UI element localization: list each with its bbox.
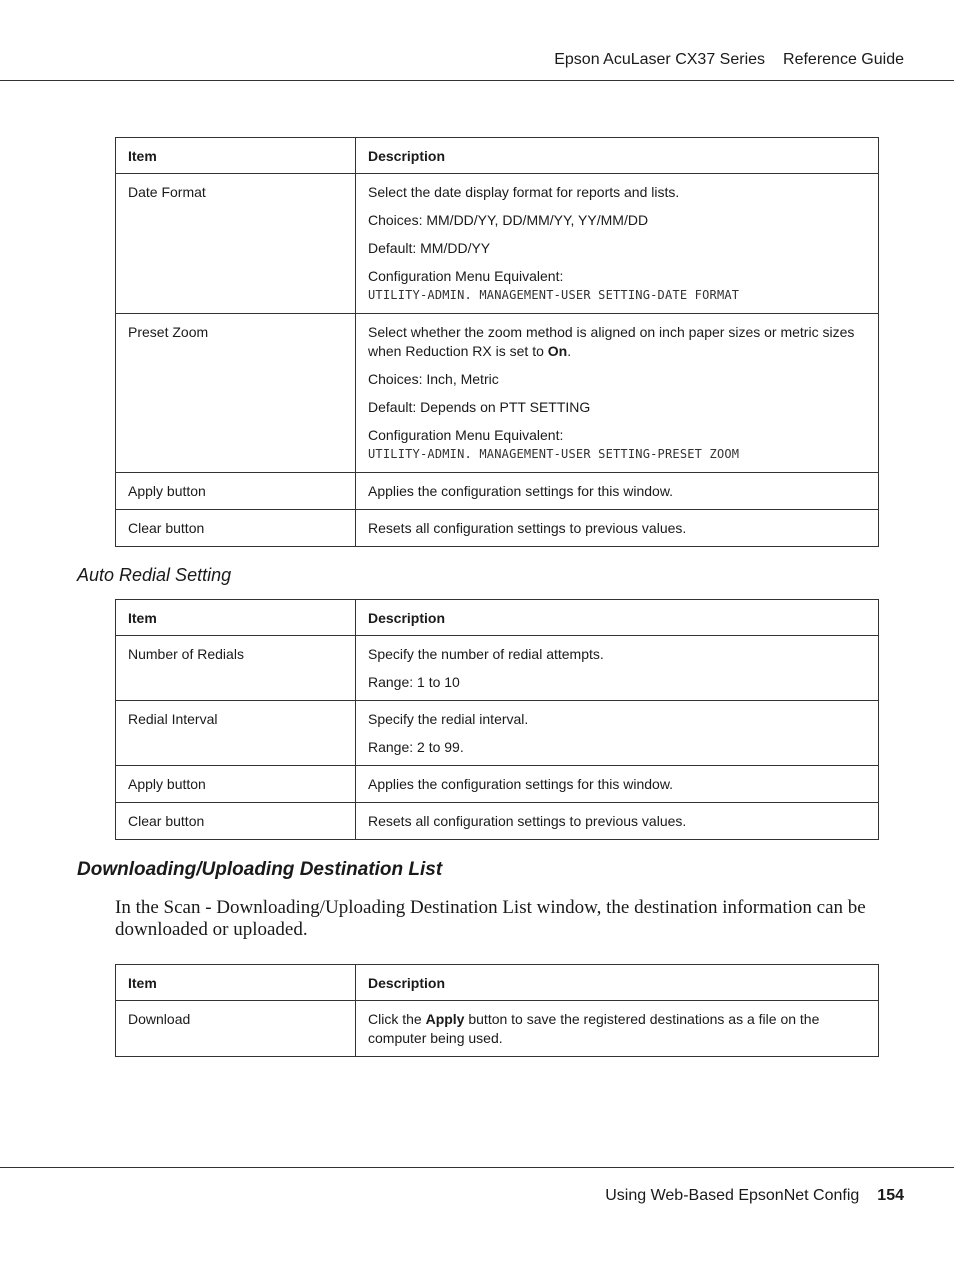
desc-line: Specify the redial interval. <box>368 711 529 727</box>
row-item: Clear button <box>116 803 356 840</box>
table-header-row <box>116 965 879 1001</box>
row-item: Clear button <box>116 510 356 547</box>
page-header <box>0 0 954 81</box>
header-item: Item <box>116 965 356 1001</box>
row-item: Preset Zoom <box>116 314 356 473</box>
row-item: Download <box>116 1001 356 1057</box>
header-product: Epson AcuLaser CX37 Series <box>554 51 766 68</box>
desc-line: Specify the number of redial attempts. <box>368 646 604 662</box>
row-description: Applies the configuration settings for this window. <box>356 473 879 510</box>
desc-equiv <box>368 426 866 464</box>
desc-bold: Apply <box>425 1011 465 1027</box>
desc-text: button to save the registered destinations as a file on the computer being used. <box>368 1011 820 1046</box>
header-guide: Reference Guide <box>783 51 904 68</box>
menu-path: UTILITY-ADMIN. MANAGEMENT-USER SETTING-DATE FORMAT <box>368 288 740 302</box>
row-item: Number of Redials <box>116 636 356 701</box>
row-item: Redial Interval <box>116 701 356 766</box>
desc-bold: On <box>547 343 568 359</box>
desc-line: Choices: Inch, Metric <box>368 371 499 387</box>
auto-redial-table <box>115 599 879 840</box>
desc-line: Range: 2 to 99. <box>368 739 464 755</box>
table-row <box>116 510 879 547</box>
table-row <box>116 1001 879 1057</box>
header-item: Item <box>116 138 356 174</box>
desc-text: . <box>567 343 572 359</box>
table-header-row <box>116 600 879 636</box>
footer-text <box>605 1187 904 1205</box>
download-section-heading: Downloading/Uploading Destination List <box>77 859 443 880</box>
auto-redial-heading: Auto Redial Setting <box>77 565 232 585</box>
header-description: Description <box>356 600 879 636</box>
equiv-label: Configuration Menu Equivalent: <box>368 427 564 443</box>
footer-section: Using Web-Based EpsonNet Config <box>605 1187 860 1204</box>
table-row <box>116 636 879 701</box>
table-row <box>116 174 879 314</box>
table-header-row <box>116 138 879 174</box>
header-description: Description <box>356 965 879 1001</box>
download-table <box>115 964 879 1057</box>
desc-line: Default: MM/DD/YY <box>368 240 491 256</box>
row-description: Resets all configuration settings to previous values. <box>356 803 879 840</box>
desc-line <box>368 323 866 361</box>
row-item: Date Format <box>116 174 356 314</box>
desc-line <box>368 1010 866 1048</box>
row-item: Apply button <box>116 473 356 510</box>
row-description <box>356 314 879 473</box>
table-row <box>116 766 879 803</box>
menu-path: UTILITY-ADMIN. MANAGEMENT-USER SETTING-PRESET ZOOM <box>368 447 740 461</box>
table-row <box>116 701 879 766</box>
header-text <box>554 51 904 69</box>
page-number: 154 <box>877 1187 904 1204</box>
desc-text: Select whether the zoom method is aligned on inch paper sizes or metric sizes when Reduction RX is set to <box>368 324 855 359</box>
equiv-label: Configuration Menu Equivalent: <box>368 268 564 284</box>
row-description: Applies the configuration settings for this window. <box>356 766 879 803</box>
desc-line: Range: 1 to 10 <box>368 674 460 690</box>
row-description: Resets all configuration settings to previous values. <box>356 510 879 547</box>
header-item: Item <box>116 600 356 636</box>
row-description <box>356 1001 879 1057</box>
header-description: Description <box>356 138 879 174</box>
download-section-body: In the Scan - Downloading/Uploading Destination List window, the destination information can be downloaded or uploaded. <box>115 897 866 940</box>
desc-equiv <box>368 267 866 305</box>
desc-line: Select the date display format for reports and lists. <box>368 184 680 200</box>
row-description <box>356 174 879 314</box>
table-row <box>116 803 879 840</box>
desc-line: Choices: MM/DD/YY, DD/MM/YY, YY/MM/DD <box>368 212 649 228</box>
desc-text: Click the <box>368 1011 426 1027</box>
row-description <box>356 701 879 766</box>
user-setting-table <box>115 137 879 547</box>
row-description <box>356 636 879 701</box>
row-item: Apply button <box>116 766 356 803</box>
table-row <box>116 473 879 510</box>
desc-line: Default: Depends on PTT SETTING <box>368 399 591 415</box>
table-row <box>116 314 879 473</box>
page-footer <box>0 1167 954 1228</box>
